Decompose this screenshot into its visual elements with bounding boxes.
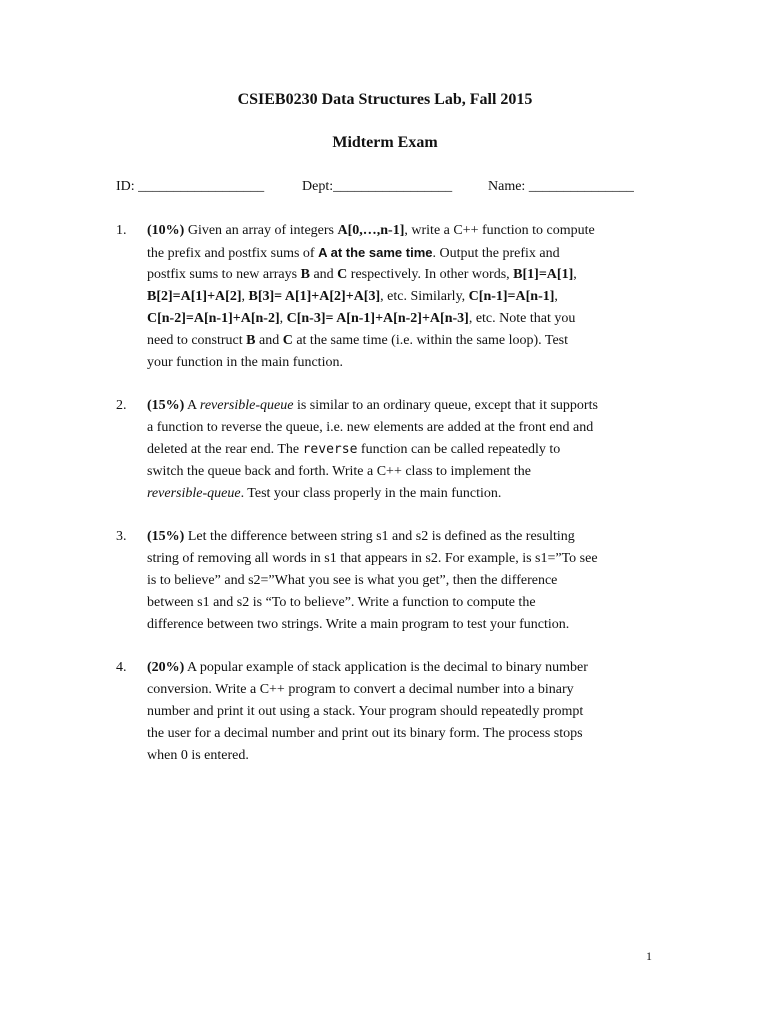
- text: ,: [241, 289, 249, 304]
- text: and: [309, 267, 338, 282]
- text: respectively. In other words,: [347, 267, 514, 282]
- question-number: 4.: [116, 660, 127, 675]
- question-line: [147, 483, 652, 505]
- question-line: [147, 526, 652, 548]
- question-line: [147, 439, 652, 461]
- text: A: [184, 398, 200, 413]
- text: deleted at the rear end. The: [147, 442, 303, 457]
- text-italic: reversible-queue: [199, 398, 294, 413]
- question-line: when 0 is entered.: [147, 748, 249, 763]
- question-line: string of removing all words in s1 that appears in s2. For example, is s1=”To see: [147, 551, 598, 566]
- text-italic: reversible-queue: [147, 486, 241, 501]
- text-bold: C: [282, 333, 293, 348]
- text-bold: A at the same time: [318, 245, 433, 260]
- question-line: is to believe” and s2=”What you see is what you get”, then the difference: [147, 573, 558, 588]
- text: function can be called repeatedly to: [357, 442, 561, 457]
- question-line: difference between two strings. Write a main program to test your function.: [147, 617, 570, 632]
- question-line: [147, 220, 652, 242]
- question-line: a function to reverse the queue, i.e. new elements are added at the front end and: [147, 420, 594, 435]
- exam-title: Midterm Exam: [332, 134, 438, 151]
- question-number: 2.: [116, 398, 127, 413]
- question-line: number and print it out using a stack. Your program should repeatedly prompt: [147, 704, 584, 719]
- question-line: [147, 308, 652, 330]
- question-body: [147, 395, 652, 505]
- question-line: [147, 395, 652, 417]
- question-line: between s1 and s2 is “To to believe”. Write a function to compute the: [147, 595, 536, 610]
- text: need to construct: [147, 333, 247, 348]
- text: ,: [554, 289, 558, 304]
- question-line: [147, 242, 652, 264]
- question-body: [147, 657, 652, 767]
- name-field: Name: _______________: [488, 179, 634, 194]
- text: the prefix and postfix sums of: [147, 246, 319, 261]
- question-line: conversion. Write a C++ program to convert a decimal number into a binary: [147, 682, 574, 697]
- text: at the same time (i.e. within the same loop). Test: [292, 333, 569, 348]
- text-bold: A[0,…,n-1]: [337, 223, 405, 238]
- question-line: the user for a decimal number and print out its binary form. The process stops: [147, 726, 583, 741]
- question-weight: (20%): [147, 660, 185, 675]
- question-line: [147, 286, 652, 308]
- question-line: [147, 330, 652, 352]
- question-line: switch the queue back and forth. Write a C++ class to implement the: [147, 464, 531, 479]
- question-weight: (15%): [147, 398, 185, 413]
- text: , etc. Note that you: [468, 311, 576, 326]
- text: , write a C++ function to compute: [404, 223, 595, 238]
- text-bold: C[n-2]=A[n-1]+A[n-2]: [147, 311, 280, 326]
- text: Let the difference between string s1 and s2 is defined as the resulting: [184, 529, 575, 544]
- text-bold: C[n-3]= A[n-1]+A[n-2]+A[n-3]: [286, 311, 469, 326]
- text-bold: B: [246, 333, 256, 348]
- question-line: your function in the main function.: [147, 355, 343, 370]
- question-body: [147, 220, 652, 374]
- question-body: [147, 526, 652, 636]
- text: Given an array of integers: [184, 223, 338, 238]
- page-number: 1: [646, 949, 652, 963]
- text: ,: [573, 267, 577, 282]
- text-bold: C[n-1]=A[n-1]: [468, 289, 555, 304]
- text: is similar to an ordinary queue, except that it supports: [293, 398, 598, 413]
- question-weight: (10%): [147, 223, 185, 238]
- text: , etc. Similarly,: [380, 289, 469, 304]
- question-weight: (15%): [147, 529, 185, 544]
- text: . Output the prefix and: [432, 246, 560, 261]
- course-title: CSIEB0230 Data Structures Lab, Fall 2015: [237, 91, 533, 108]
- question-line: [147, 264, 652, 286]
- question-number: 1.: [116, 223, 127, 238]
- text-bold: B[3]= A[1]+A[2]+A[3]: [248, 289, 381, 304]
- dept-field: Dept:_________________: [302, 179, 453, 194]
- question-number: 3.: [116, 529, 127, 544]
- question-line: [147, 657, 652, 679]
- text: and: [255, 333, 283, 348]
- text: . Test your class properly in the main function.: [240, 486, 502, 501]
- code-text: reverse: [302, 442, 358, 457]
- text-bold: B[2]=A[1]+A[2]: [147, 289, 242, 304]
- text: ,: [279, 311, 287, 326]
- text-bold: B[1]=A[1]: [513, 267, 574, 282]
- id-field: ID: __________________: [116, 179, 265, 194]
- text: postfix sums to new arrays: [147, 267, 301, 282]
- text: A popular example of stack application is the decimal to binary number: [184, 660, 588, 675]
- text-bold: B: [300, 267, 310, 282]
- text-bold: C: [337, 267, 348, 282]
